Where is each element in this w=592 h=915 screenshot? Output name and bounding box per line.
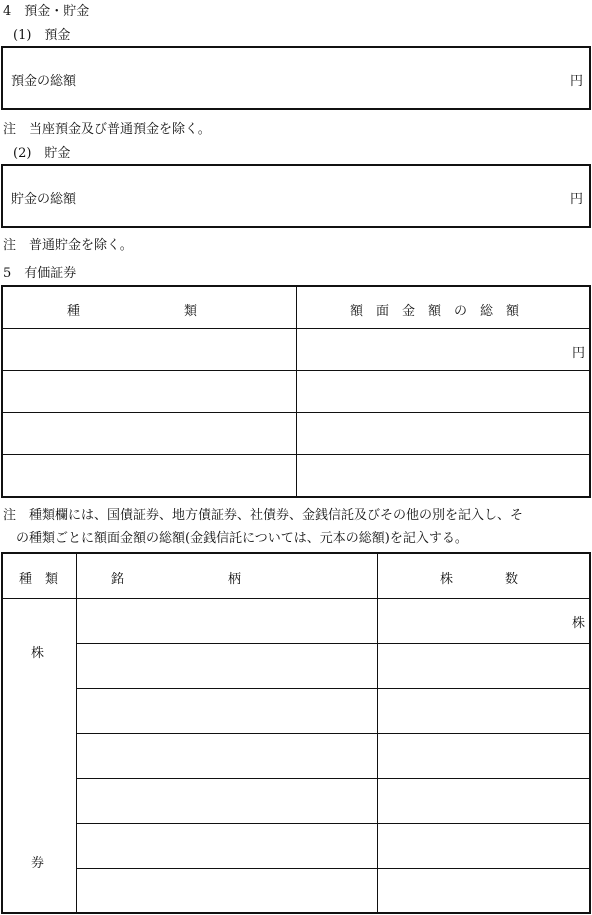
stock-row-line — [77, 688, 589, 689]
securities-row1-unit: 円 — [571, 346, 585, 361]
stock-col-brand-header: 銘 柄 — [111, 572, 242, 587]
securities-row-line — [3, 370, 589, 371]
stock-row-line — [77, 778, 589, 779]
stock-row-line — [77, 823, 589, 824]
savings-total-box — [1, 164, 591, 228]
stock-col-kind-header: 種 類 — [19, 572, 59, 587]
stock-table — [1, 552, 591, 914]
savings-total-unit: 円 — [569, 192, 583, 207]
section5-heading: 5 有価証券 — [3, 266, 77, 281]
securities-row-line — [3, 412, 589, 413]
securities-row-line — [3, 454, 589, 455]
stock-kind-top-char: 株 — [31, 646, 45, 661]
stock-row-line — [77, 868, 589, 869]
section4-heading: 4 預金・貯金 — [3, 4, 90, 19]
deposit-total-label: 預金の総額 — [11, 74, 77, 89]
securities-header-line — [3, 328, 589, 329]
deposit-total-box — [1, 46, 591, 110]
securities-note-line1: 注 種類欄には、国債証券、地方債証券、社債券、金銭信託及びその他の別を記入し、そ — [3, 508, 524, 523]
stock-header-line — [3, 598, 589, 599]
deposit-total-unit: 円 — [569, 74, 583, 89]
stock-row-line — [77, 643, 589, 644]
subsection-savings-heading: (2) 貯金 — [13, 146, 71, 161]
deposit-note: 注 当座預金及び普通預金を除く。 — [3, 122, 211, 137]
securities-col-kind-header: 種 類 — [67, 304, 198, 319]
stock-kind-bottom-char: 券 — [31, 856, 45, 871]
stock-col-shares-header: 株 数 — [440, 572, 519, 587]
securities-table — [1, 285, 591, 498]
securities-col-divider — [296, 287, 297, 496]
savings-note: 注 普通貯金を除く。 — [3, 238, 133, 253]
securities-col-total-header: 額 面 金 額 の 総 額 — [350, 304, 520, 319]
securities-note-line2: の種類ごとに額面金額の総額(金銭信託については、元本の総額)を記入する。 — [3, 531, 468, 546]
stock-row-line — [77, 733, 589, 734]
savings-total-label: 貯金の総額 — [11, 192, 77, 207]
stock-row1-unit: 株 — [571, 616, 585, 631]
subsection-deposit-heading: (1) 預金 — [13, 28, 71, 43]
